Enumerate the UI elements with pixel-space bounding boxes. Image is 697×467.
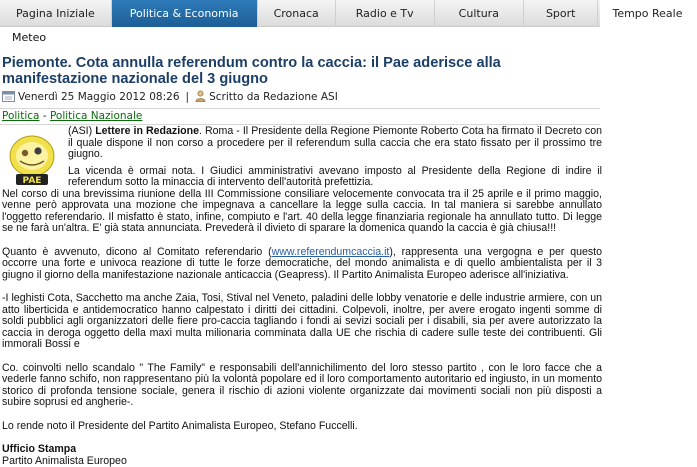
article-body bbox=[2, 126, 602, 467]
divider bbox=[0, 108, 600, 109]
category-link-politica-nazionale[interactable]: Politica Nazionale bbox=[50, 110, 142, 122]
nav-row bbox=[0, 0, 600, 27]
nav-item-pagina-iniziale[interactable]: Pagina Iniziale bbox=[0, 0, 112, 27]
source-label: Lettere in Redazione bbox=[95, 125, 199, 137]
paragraph: Nel corso di una brevissima riunione della III Commissione consiliare velocemente convocata tra il 25 aprile e il primo maggio, venne però approvata una mozione che impegnava a cancellare la legge sulla caccia. In tal maniera si sarebbe annullato l'oggetto referendario. Il misfatto è stato, infine, compiuto e l'art. 40 della legge finanziaria regionale ha annullato tutto. Di legge se ne farà un'altra. E' già stata annunciata. Prevederà il divieto di sparare la domenica quando la caccia è già chiusa!!! bbox=[2, 189, 602, 235]
user-icon bbox=[195, 90, 206, 105]
nav-item-meteo[interactable]: Meteo bbox=[12, 31, 46, 44]
source-tag: (ASI) bbox=[68, 125, 95, 137]
nav-item-cultura[interactable]: Cultura bbox=[435, 0, 524, 27]
paragraph: Co. coinvolti nello scandalo " The Family" e responsabili dell'annichilimento del loro stesso partito , con le loro facce che a vederle fanno schifo, non rappresentano più la volontà popolare ed il loro comportamento autoritario ed ingiusto, in un momento storico di profonda tensione sociale, genera il rischio di azioni violente organizzate dai movimenti sociali non più disposti a subire soprusi ed angherie-. bbox=[2, 363, 602, 409]
paragraph-text: . Roma - Il Presidente della Regione Piemonte Roberto Cota ha firmato il Decreto con il quale dispone il non corso a procedere per il referendum sulla caccia che era stato fissato per il prossimo tre giugno. bbox=[68, 125, 602, 160]
nav-item-radio-e-tv[interactable]: Radio e Tv bbox=[336, 0, 435, 27]
paragraph: -I leghisti Cota, Sacchetto ma anche Zaia, Tosi, Stival nel Veneto, paladini delle lobby venatorie e delle industrie armiere, con un atto liberticida e antidemocratico hanno calpestato i diritti dei cittadini. Colpevoli, inoltre, per avere erogato ingenti somme di soldi pubblici agli organizzatori delle fiere pro-caccia tagliando i fondi ai sevizi sociali per i disabili, sia per avere autorizzato la caccia in deroga oggetto della maxi multa milionaria comminata dalla UE che rischia di cadere sulle teste dei contribuenti. Gli immorali Bossi e bbox=[2, 293, 602, 351]
signature-org: Partito Animalista Europeo bbox=[2, 456, 602, 467]
main-navigation bbox=[0, 0, 600, 50]
nav-item-cronaca[interactable]: Cronaca bbox=[258, 0, 336, 27]
paragraph: La vicenda è ormai nota. I Giudici amministrativi avevano imposto al Presidente della Regione di indire il referendum sotto la minaccia di intervento dell'autorità prefettizia. bbox=[2, 166, 602, 189]
nav-item-tempo-reale[interactable]: Tempo Reale bbox=[598, 0, 696, 27]
paragraph bbox=[2, 126, 602, 161]
article-title: Piemonte. Cota annulla referendum contro la caccia: il Pae aderisce alla manifestazione nazionale del 3 giugno bbox=[2, 55, 598, 87]
article-date: Venerdì 25 Maggio 2012 08:26 bbox=[18, 91, 180, 103]
paragraph bbox=[2, 247, 602, 282]
signature-title: Ufficio Stampa bbox=[2, 444, 602, 456]
calendar-icon bbox=[2, 90, 15, 105]
referendum-link[interactable]: www.referendumcaccia.it bbox=[272, 246, 390, 258]
category-separator: - bbox=[43, 110, 50, 122]
category-link-politica[interactable]: Politica bbox=[2, 110, 39, 122]
article-meta bbox=[2, 89, 338, 105]
logo-text: PAE bbox=[23, 176, 42, 186]
nav-item-sport[interactable]: Sport bbox=[524, 0, 599, 27]
nav-item-politica-economia[interactable]: Politica & Economia bbox=[112, 0, 258, 27]
paragraph: Lo rende noto il Presidente del Partito Animalista Europeo, Stefano Fuccelli. bbox=[2, 421, 602, 433]
paragraph-text: Quanto è avvenuto, dicono al Comitato referendario ( bbox=[2, 246, 272, 258]
article-author: Scritto da Redazione ASI bbox=[209, 91, 338, 103]
article-categories bbox=[2, 110, 142, 122]
nav-row-secondary bbox=[0, 27, 600, 49]
meta-separator: | bbox=[186, 91, 190, 103]
paragraph-text: ), rappresenta una vergogna e per questo occorre una forte e univoca reazione di tutte le forze democratiche, del mondo animalista e di quello ambientalista per il 3 giugno il giorno della manifestazione nazionale anticaccia (Geapress). Il Partito Animalista Europeo aderisce all'iniziativa. bbox=[2, 246, 602, 281]
